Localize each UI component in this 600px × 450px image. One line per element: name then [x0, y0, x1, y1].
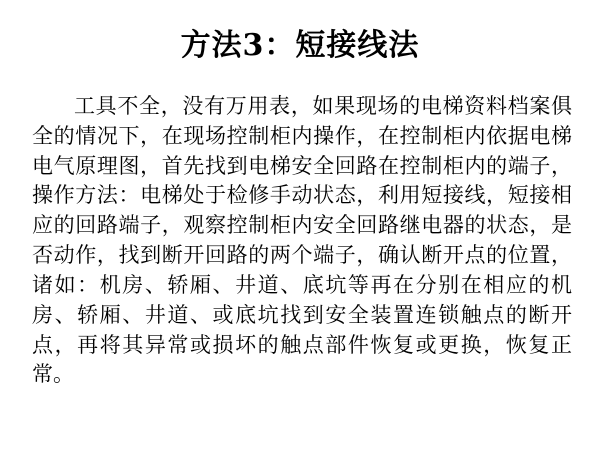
slide-body-text: 工具不全，没有万用表，如果现场的电梯资料档案俱全的情况下，在现场控制柜内操作，在控制柜内依据电梯电气原理图，首先找到电梯安全回路在控制柜内的端子，操作方法：电梯处于检修手动状态，利用短接线，短接相应的回路端子，观察控制柜内安全回路继电器的状态，是否动作，找到断开回路的两个端子，确认断开点的位置，诸如：机房、轿厢、井道、底坑等再在分别在相应的机房、轿厢、井道、或底坑找到安全装置连锁触点的断开点，再将其异常或损坏的触点部件恢复或更换，恢复正常。: [32, 94, 572, 387]
slide-title: 方法3：短接线法: [180, 28, 420, 63]
